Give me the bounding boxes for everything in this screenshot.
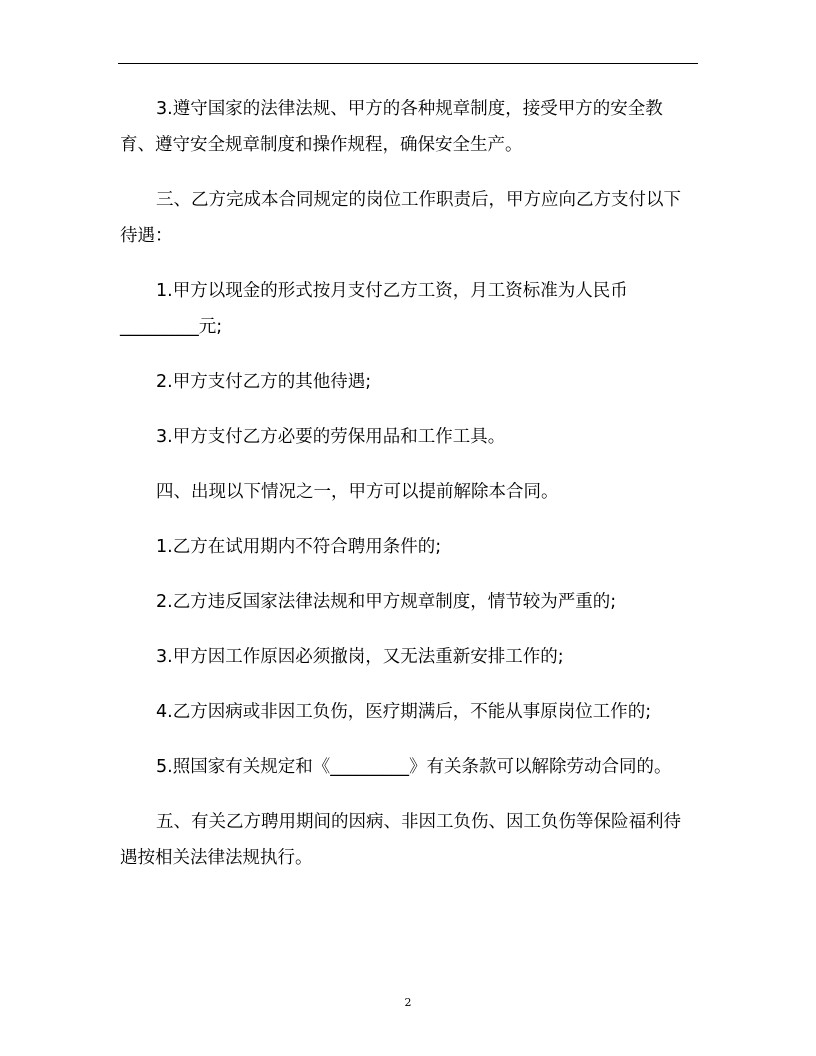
paragraph-safety-compliance: 3.遵守国家的法律法规、甲方的各种规章制度，接受甲方的安全教育、遵守安全规章制度和操作规程，确保安全生产。	[120, 99, 663, 155]
header-rule	[118, 63, 698, 64]
paragraph-other-benefits: 2.甲方支付乙方的其他待遇;	[156, 372, 372, 392]
paragraph-section-four-heading: 四、出现以下情况之一，甲方可以提前解除本合同。	[156, 482, 559, 502]
paragraph-violation: 2.乙方违反国家法律法规和甲方规章制度，情节较为严重的;	[156, 592, 617, 612]
paragraph-section-three-heading: 三、乙方完成本合同规定的岗位工作职责后，甲方应向乙方支付以下待遇：	[120, 190, 681, 246]
salary-blank-line: _________元;	[120, 317, 223, 337]
paragraph-protective-equipment: 3.甲方支付乙方必要的劳保用品和工作工具。	[156, 427, 506, 447]
salary-text: 1.甲方以现金的形式按月支付乙方工资，月工资标准为人民币	[156, 281, 628, 301]
paragraph-illness: 4.乙方因病或非因工负伤，医疗期满后，不能从事原岗位工作的;	[156, 702, 652, 722]
paragraph-salary	[120, 273, 696, 345]
paragraph-section-five: 五、有关乙方聘用期间的因病、非因工负伤、因工负伤等保险福利待遇按相关法律法规执行。	[120, 812, 681, 868]
document-body	[120, 91, 696, 895]
paragraph-national-rules: 5.照国家有关规定和《_________》有关条款可以解除劳动合同的。	[156, 757, 672, 777]
paragraph-position-removal: 3.甲方因工作原因必须撤岗，又无法重新安排工作的;	[156, 647, 564, 667]
page-number: 2	[404, 996, 412, 1009]
paragraph-probation: 1.乙方在试用期内不符合聘用条件的;	[156, 537, 442, 557]
